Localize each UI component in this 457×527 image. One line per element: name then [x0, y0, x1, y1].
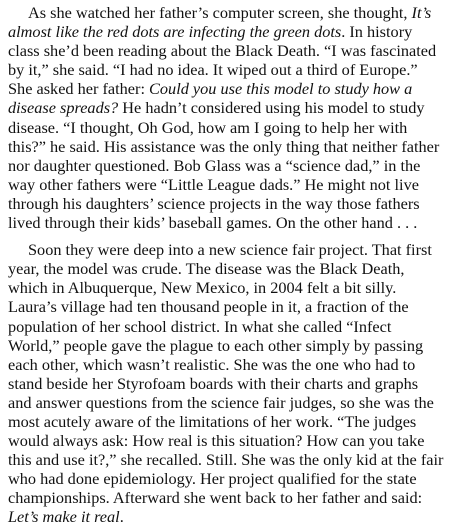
paragraph [8, 3, 444, 232]
text-run: . In history class she’d been reading about the Black Death. “I was fascinated by it,” she said. “I had no idea. It wiped out a third of Europe.” She asked her father: [8, 22, 437, 99]
text-run: He hadn’t considered using his model to study disease. “I thought, Oh God, how am I going to help her with this?” he said. His assistance was the only thing that neither father nor daughter questioned. Bob Glass was a “science dad,” in the way other fathers were “Little League dads.” He might not live through his daughters’ science projects in the way those fathers lived through their kids’ baseball games. On the other hand . . . [8, 98, 440, 233]
text-run: Soon they were deep into a new science fair project. That first year, the model was crude. The disease was the Black Death, which in Albuquerque, New Mexico, in 2004 felt a bit silly. Laura’s village had ten thousand people in it, a fraction of the population of her school district. In what she called “Infect World,” people gave the plague to each other simply by passing each other, which wasn’t realistic. She was the one who had to stand beside her Styrofoam boards with their charts and graphs and answer questions from the science fair judges, so she was the most acutely aware of the limitations of her work. “The judges would always ask: How real is this situation? How can you take this and use it?,” she recalled. Still. She was the only kid at the fair who had done epidemiology. Her project qualified for the state championships. Afterward she went back to her father and said: [8, 240, 444, 508]
paragraph [8, 240, 444, 526]
italic-text-run: Let’s make it real [8, 507, 120, 527]
document-page [8, 3, 444, 527]
italic-text-run: Could you use this model to study how a disease spreads? [8, 79, 413, 118]
text-run: As she watched her father’s computer screen, she thought, [28, 3, 412, 22]
italic-text-run: It’s almost like the red dots are infecting the green dots [8, 3, 432, 42]
text-run: . [119, 507, 124, 527]
